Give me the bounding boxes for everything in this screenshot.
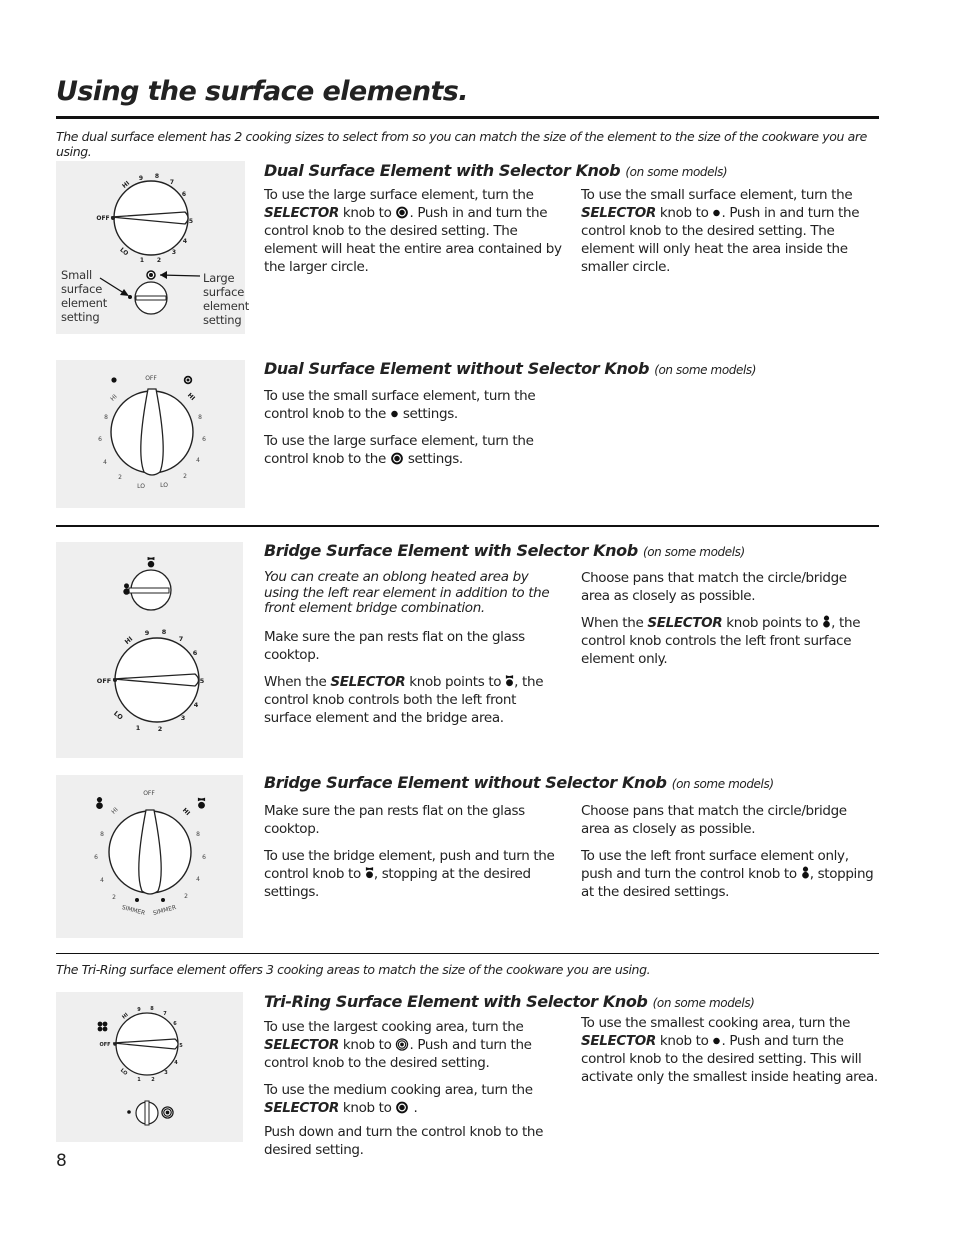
bridge-icon: [365, 866, 374, 879]
knob-label-9: 9: [137, 1007, 141, 1013]
section-text: To use the large surface element, turn the SELECTOR knob to . Push in and turn the control knob to the desired setting. The element will heat the entire area contained by the larger circle.: [264, 187, 562, 275]
knob-label-lo: LO: [112, 709, 125, 722]
knob-label-7: 7: [178, 635, 184, 643]
bridge-selector-knob-illustration: [56, 542, 243, 758]
knob-label-6: 6: [173, 1021, 177, 1027]
bridge-alt-icon: [822, 615, 831, 628]
bridge-icon: [198, 798, 205, 809]
knob-label-hi: HI: [121, 179, 132, 190]
knob-label-hi: HI: [110, 806, 120, 816]
knob-label-hi: HI: [123, 634, 135, 647]
knob-label-1: 1: [137, 1077, 141, 1083]
knob-label-8: 8: [104, 414, 108, 421]
knob-label-simmer: SIMMER: [152, 904, 178, 918]
knob-label-lo: LO: [160, 482, 168, 489]
small-dot-icon: [390, 409, 399, 419]
small-dot-icon: [127, 1110, 131, 1114]
section-divider: [56, 525, 879, 527]
knob-label-2: 2: [151, 1077, 155, 1083]
page-title: Using the surface elements.: [56, 76, 468, 107]
dual-no-selector-knob-illustration: [56, 360, 245, 508]
knob-label-9: 9: [144, 629, 150, 637]
knob-label-hi: HI: [109, 393, 119, 403]
section-text: When the SELECTOR knob points to , the control knob controls both the left front surface element and the bridge area.: [264, 674, 544, 726]
section-text: Make sure the pan rests flat on the glass cooktop.: [264, 629, 525, 663]
knob-label-2: 2: [183, 473, 187, 480]
knob-label-8: 8: [161, 628, 167, 636]
knob-label-8: 8: [100, 831, 104, 838]
knob-label-4: 4: [174, 1060, 178, 1066]
knob-label-6: 6: [94, 854, 98, 861]
knob-label-hi: HI: [181, 806, 192, 817]
knob-label-8: 8: [198, 414, 202, 421]
knob-label-2: 2: [184, 893, 188, 900]
section-text: To use the left front surface element only, push and turn the control knob to , stopping at the desired settings.: [581, 848, 874, 900]
knob-label-1: 1: [135, 724, 141, 732]
small-element-label: Small surface element setting: [61, 268, 108, 324]
knob-label-6: 6: [202, 854, 206, 861]
section-text: To use the medium cooking area, turn the SELECTOR knob to .: [264, 1082, 533, 1116]
section-text: When the SELECTOR knob points to , the control knob controls the left front surface element only.: [581, 615, 861, 667]
small-dot-icon: [111, 377, 116, 382]
knob-label-6: 6: [202, 436, 206, 443]
section-text: To use the large surface element, turn the control knob to the settings.: [264, 433, 534, 467]
knob-label-hi: HI: [186, 391, 197, 402]
section-text: To use the small surface element, turn the control knob to the settings.: [264, 388, 536, 422]
dual-selector-knob-illustration: [56, 161, 250, 334]
knob-label-2: 2: [156, 257, 162, 264]
page-number: 8: [56, 1151, 67, 1171]
knob-label-3: 3: [171, 249, 177, 256]
knob-label-8: 8: [196, 831, 200, 838]
section-text: Choose pans that match the circle/bridge area as closely as possible.: [581, 803, 847, 837]
knob-label-3: 3: [164, 1070, 168, 1076]
section-heading: Bridge Surface Element without Selector Knob (on some models): [264, 773, 774, 792]
knob-label-simmer: SIMMER: [120, 904, 146, 918]
title-rule: [56, 116, 879, 119]
knob-label-off: OFF: [143, 790, 155, 797]
section-heading: Tri-Ring Surface Element with Selector Knob (on some models): [264, 992, 755, 1011]
knob-label-8: 8: [154, 173, 160, 180]
knob-label-6: 6: [181, 191, 187, 198]
knob-label-6: 6: [98, 436, 102, 443]
section-text: You can create an oblong heated area by using the left rear element in addition to the front element bridge combination.: [264, 569, 550, 616]
section-heading: Bridge Surface Element with Selector Knob (on some models): [264, 541, 745, 560]
knob-label-lo: LO: [118, 1067, 129, 1077]
large-circle-icon: [184, 376, 192, 384]
tri-ring-icon: [98, 1022, 108, 1032]
knob-label-7: 7: [169, 179, 175, 186]
knob-label-8: 8: [150, 1006, 154, 1012]
knob-label-4: 4: [193, 701, 199, 709]
knob-label-lo: LO: [118, 246, 130, 258]
section-heading: Dual Surface Element without Selector Knob (on some models): [264, 359, 757, 378]
large-circle-icon: [395, 206, 409, 219]
tri-ring-medium-icon: [395, 1101, 409, 1114]
knob-label-4: 4: [100, 877, 104, 884]
intro-tri-ring: The Tri-Ring surface element offers 3 cooking areas to match the size of the cookware you are using.: [56, 962, 651, 977]
knob-label-2: 2: [118, 474, 122, 481]
knob-label-4: 4: [103, 459, 107, 466]
large-element-label: Large surface element setting: [203, 271, 250, 327]
knob-label-5: 5: [199, 677, 205, 685]
bridge-icon: [148, 557, 155, 568]
section-text: To use the largest cooking area, turn the SELECTOR knob to . Push and turn the control knob to the desired setting.: [264, 1019, 532, 1071]
intro-dual: The dual surface element has 2 cooking sizes to select from so you can match the size of the element to the size of the cookware you are using.: [56, 129, 867, 159]
knob-label-5: 5: [188, 218, 194, 225]
knob-label-2: 2: [112, 894, 116, 901]
knob-label-lo: LO: [137, 483, 145, 490]
knob-label-off: OFF: [99, 1042, 111, 1048]
knob-label-5: 5: [179, 1043, 183, 1049]
section-text: To use the small surface element, turn the SELECTOR knob to . Push in and turn the control knob to the desired setting. The element will only heat the area inside the smaller circle.: [581, 187, 860, 275]
section-divider: [56, 953, 879, 954]
section-heading: Dual Surface Element with Selector Knob (on some models): [264, 161, 728, 180]
knob-label-7: 7: [163, 1011, 167, 1017]
knob-label-9: 9: [138, 175, 144, 182]
knob-label-2: 2: [157, 725, 163, 733]
selector-knob: [136, 1101, 158, 1125]
selector-knob: [135, 282, 167, 314]
large-circle-icon: [390, 452, 404, 465]
bridge-icon: [505, 674, 514, 687]
selector-knob: [129, 570, 171, 610]
tri-ring-large-icon: [395, 1038, 409, 1051]
section-text: Push down and turn the control knob to the desired setting.: [264, 1124, 544, 1158]
section-text: To use the smallest cooking area, turn the SELECTOR knob to . Push and turn the control knob to the desired setting. This will activate only the smallest inside heating area.: [581, 1015, 878, 1085]
knob-label-4: 4: [182, 238, 188, 245]
section-text: To use the bridge element, push and turn the control knob to , stopping at the desired settings.: [264, 848, 555, 900]
knob-label-1: 1: [139, 257, 145, 264]
knob-label-6: 6: [192, 649, 198, 657]
section-text: Choose pans that match the circle/bridge area as closely as possible.: [581, 570, 847, 604]
knob-label-off: OFF: [96, 677, 112, 685]
knob-label-4: 4: [196, 457, 200, 464]
tri-ring-knob-illustration: [56, 992, 243, 1142]
bridge-no-selector-knob-illustration: [56, 775, 243, 938]
knob-label-off: OFF: [145, 375, 157, 382]
section-text: Make sure the pan rests flat on the glass cooktop.: [264, 803, 525, 837]
bridge-alt-icon: [96, 797, 103, 809]
knob-label-off: OFF: [96, 215, 110, 222]
bridge-alt-icon: [801, 866, 810, 879]
knob-label-4: 4: [196, 876, 200, 883]
knob-label-hi: HI: [121, 1011, 130, 1021]
tri-ring-large-icon: [162, 1107, 173, 1118]
knob-label-3: 3: [180, 714, 186, 722]
